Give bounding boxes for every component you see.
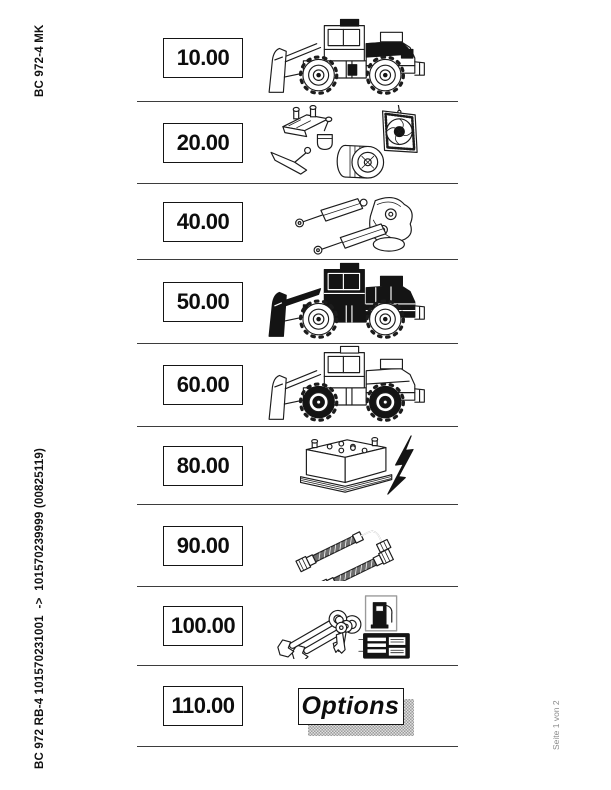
page-indicator: Seite 1 von 2 (551, 700, 561, 750)
section-row-100-00[interactable] (137, 587, 458, 666)
section-code: 100.00 (170, 613, 236, 638)
options-badge-wrap (298, 688, 404, 725)
section-row-80-00[interactable] (137, 427, 458, 505)
tools-keys-labels-icon (243, 593, 458, 659)
section-code-box[interactable] (163, 526, 243, 566)
steering-cylinders-icon (243, 189, 458, 255)
section-code: 90.00 (176, 532, 230, 558)
hydraulic-hoses-icon (243, 511, 458, 581)
section-row-50-00[interactable] (137, 260, 458, 344)
section-row-60-00[interactable] (137, 344, 458, 427)
section-row-110-00[interactable] (137, 666, 458, 747)
machine-wheels-icon (243, 345, 458, 425)
section-code-box[interactable] (163, 282, 243, 322)
section-row-10-00[interactable] (137, 15, 458, 102)
section-code: 110.00 (171, 693, 235, 718)
section-code: 20.00 (176, 129, 230, 155)
options-badge-box (298, 688, 404, 725)
section-list (137, 15, 458, 747)
section-row-90-00[interactable] (137, 505, 458, 587)
section-code-box[interactable] (163, 446, 243, 486)
section-code: 10.00 (176, 45, 230, 70)
section-code-box[interactable] (163, 38, 243, 78)
complete-machine-icon (243, 18, 458, 98)
engine-parts-icon (243, 105, 458, 180)
section-code-box[interactable] (163, 686, 243, 726)
section-code-box[interactable] (163, 606, 243, 646)
section-code-box[interactable] (163, 123, 243, 163)
battery-electric-icon (243, 434, 458, 498)
section-code: 80.00 (176, 452, 230, 478)
model-serial-label-bottom: BC 972 RB-4 101570231001 -> 101570239999 (00825119) (34, 447, 46, 769)
options-badge (243, 688, 458, 725)
section-code-box[interactable] (163, 202, 243, 242)
section-code: 40.00 (176, 208, 230, 234)
section-code: 60.00 (176, 372, 230, 397)
section-code: 50.00 (176, 288, 230, 314)
section-row-20-00[interactable] (137, 102, 458, 184)
section-row-40-00[interactable] (137, 184, 458, 260)
model-label-top: BC 972-4 MK (34, 24, 46, 97)
section-code-box[interactable] (163, 365, 243, 405)
machine-frame-icon (243, 262, 458, 342)
options-label: Options (301, 691, 400, 720)
